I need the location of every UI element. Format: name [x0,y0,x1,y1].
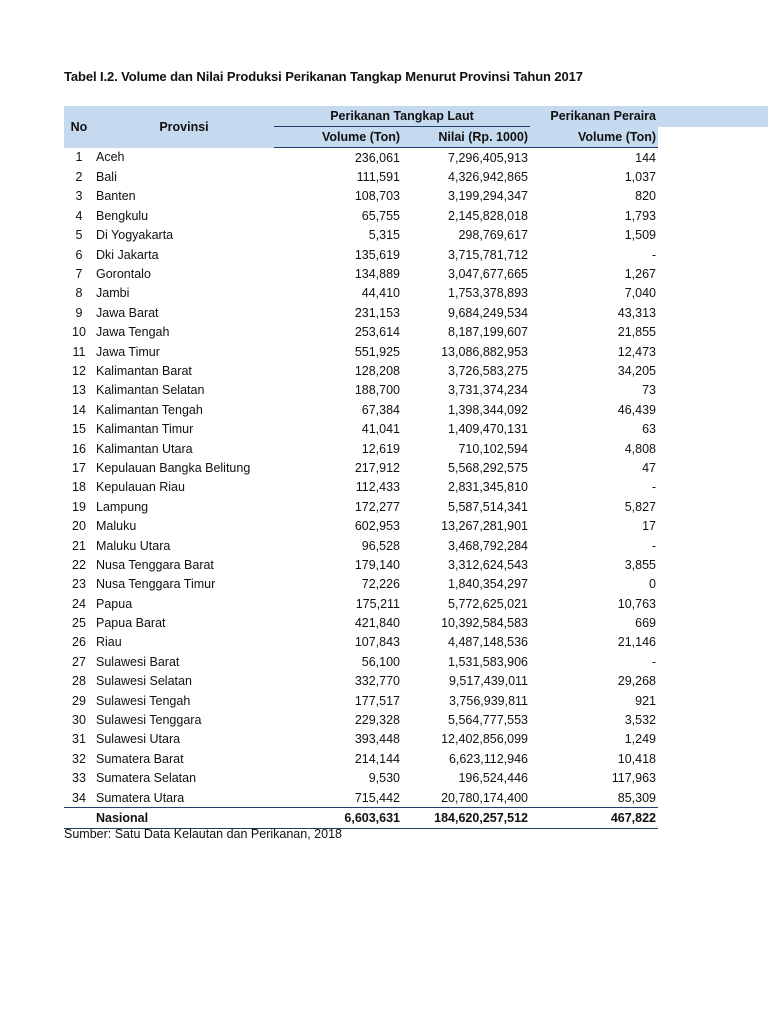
row-extension-cell [658,439,768,458]
row-volume-perairan: 43,313 [617,305,656,320]
row-no: 11 [72,344,86,359]
row-provinsi: Aceh [96,150,125,165]
row-extension-cell [658,206,768,225]
row-extension-cell [658,536,768,555]
row-volume: 253,614 [354,325,400,340]
row-provinsi: Kalimantan Tengah [96,402,203,417]
row-volume-perairan: 5,827 [624,499,656,514]
row-nilai: 1,840,354,297 [448,577,528,592]
row-no: 20 [72,519,86,534]
row-volume-perairan: 7,040 [624,286,656,301]
table-row [64,710,768,729]
row-provinsi: Di Yogyakarta [96,228,174,243]
row-no: 24 [72,596,86,611]
row-nilai: 4,326,942,865 [448,170,528,185]
total-extension-cell [658,808,768,829]
row-provinsi: Bali [96,170,117,185]
row-volume-perairan: 34,205 [617,363,656,378]
row-volume: 112,433 [355,480,400,495]
row-volume: 217,912 [354,460,400,475]
row-volume: 67,384 [361,402,400,417]
row-nilai: 3,715,781,712 [448,247,528,262]
table-row [64,652,768,671]
table-row [64,400,768,419]
row-provinsi: Kalimantan Timur [96,422,194,437]
table-row [64,148,768,168]
row-nilai: 298,769,617 [458,228,528,243]
row-extension-cell [658,769,768,788]
row-provinsi: Jawa Tengah [96,325,170,340]
row-volume-perairan: 63 [642,422,656,437]
row-volume: 231,153 [354,305,400,320]
row-volume: 229,328 [354,713,400,728]
row-extension-cell [658,226,768,245]
row-no: 27 [72,654,86,669]
row-extension-cell [658,594,768,613]
row-no: 5 [75,228,83,243]
row-volume: 421,840 [354,616,400,631]
row-no: 34 [72,790,86,805]
row-no: 17 [72,460,86,475]
row-volume-perairan: 669 [635,616,656,631]
header-group-laut: Perikanan Tangkap Laut [274,106,530,127]
row-extension-cell [658,555,768,574]
total-label: Nasional [94,808,274,829]
row-no: 33 [72,771,86,786]
row-no: 8 [75,286,83,301]
row-nilai: 12,402,856,099 [441,732,528,747]
row-volume-perairan: - [651,654,656,669]
table-row [64,788,768,808]
row-no: 13 [72,383,86,398]
row-volume-perairan: 17 [642,519,656,534]
row-nilai: 5,564,777,553 [448,713,528,728]
row-no: 29 [72,693,86,708]
row-volume: 179,140 [354,557,400,572]
table-row [64,672,768,691]
row-provinsi: Dki Jakarta [96,247,159,262]
row-nilai: 6,623,112,946 [448,751,528,766]
row-provinsi: Sumatera Utara [96,790,185,805]
row-volume-perairan: 10,763 [617,596,656,611]
row-no: 26 [72,635,86,650]
row-volume-perairan: 12,473 [617,344,656,359]
row-provinsi: Kalimantan Utara [96,441,193,456]
table-row [64,497,768,516]
row-no: 19 [72,499,86,514]
row-extension-cell [658,730,768,749]
row-no: 23 [72,577,86,592]
row-extension-cell [658,361,768,380]
row-volume-perairan: 820 [635,189,656,204]
row-nilai: 5,772,625,021 [448,596,528,611]
row-nilai: 4,487,148,536 [448,635,528,650]
table-row [64,342,768,361]
row-extension-cell [658,264,768,283]
row-volume: 96,528 [361,538,400,553]
row-no: 25 [72,616,86,631]
row-volume: 551,925 [354,344,400,359]
table-row [64,536,768,555]
row-extension-cell [658,788,768,808]
row-volume-perairan: 3,855 [624,557,656,572]
row-extension-cell [658,284,768,303]
row-nilai: 3,468,792,284 [448,538,528,553]
row-nilai: 7,296,405,913 [448,150,528,165]
row-provinsi: Riau [96,635,122,650]
row-volume: 214,144 [354,751,400,766]
row-no: 28 [72,674,86,689]
row-no: 2 [75,170,83,185]
total-no-cell [64,808,94,829]
row-nilai: 3,199,294,347 [448,189,528,204]
row-volume-perairan: 1,249 [624,732,656,747]
production-table [64,106,768,829]
row-no: 4 [75,208,83,223]
row-nilai: 3,726,583,275 [448,363,528,378]
row-volume: 172,277 [354,499,400,514]
row-volume-perairan: 73 [642,383,656,398]
row-provinsi: Lampung [96,499,149,514]
total-volume: 6,603,631 [274,808,402,829]
row-volume: 715,442 [354,790,400,805]
row-volume: 188,700 [354,383,400,398]
row-nilai: 5,568,292,575 [448,460,528,475]
row-volume: 177,517 [354,693,400,708]
row-nilai: 8,187,199,607 [448,325,528,340]
row-volume: 175,211 [355,596,400,611]
row-volume-perairan: - [651,480,656,495]
row-volume: 134,889 [354,267,400,282]
row-nilai: 3,756,939,811 [448,693,528,708]
table-row [64,691,768,710]
row-extension-cell [658,516,768,535]
row-volume: 56,100 [361,654,400,669]
row-provinsi: Kepulauan Bangka Belitung [96,460,251,475]
row-nilai: 196,524,446 [458,771,528,786]
row-extension-cell [658,691,768,710]
row-no: 14 [72,402,86,417]
row-no: 30 [72,713,86,728]
row-nilai: 710,102,594 [458,441,528,456]
row-no: 18 [72,480,86,495]
row-volume-perairan: 1,793 [624,208,656,223]
row-provinsi: Papua Barat [96,616,166,631]
table-row [64,458,768,477]
row-nilai: 9,517,439,011 [448,674,528,689]
row-extension-cell [658,167,768,186]
row-nilai: 1,398,344,092 [448,402,528,417]
row-nilai: 9,684,249,534 [448,305,528,320]
row-provinsi: Nusa Tenggara Barat [96,557,214,572]
row-extension-cell [658,303,768,322]
row-volume-perairan: 47 [642,460,656,475]
row-volume: 44,410 [361,286,400,301]
row-provinsi: Sulawesi Barat [96,654,180,669]
row-no: 12 [72,363,86,378]
row-volume: 236,061 [354,150,400,165]
row-volume-perairan: 0 [649,577,656,592]
table-row [64,245,768,264]
total-volume-perairan: 467,822 [530,808,658,829]
table-row [64,187,768,206]
total-nilai: 184,620,257,512 [402,808,530,829]
table-row [64,323,768,342]
table-row [64,555,768,574]
table-row [64,264,768,283]
row-volume-perairan: 1,267 [624,267,656,282]
row-no: 1 [75,150,83,165]
row-volume: 65,755 [361,208,400,223]
row-volume: 107,843 [354,635,400,650]
row-provinsi: Sumatera Barat [96,751,184,766]
row-extension-cell [658,613,768,632]
row-no: 15 [72,422,86,437]
header-no: No [64,106,94,148]
row-extension-cell [658,400,768,419]
row-no: 7 [75,267,83,282]
row-volume-perairan: 1,509 [624,228,656,243]
row-provinsi: Jambi [96,286,130,301]
row-provinsi: Banten [96,189,136,204]
row-provinsi: Sulawesi Selatan [96,674,192,689]
row-nilai: 13,267,281,901 [441,519,528,534]
table-row [64,226,768,245]
row-extension-cell [658,575,768,594]
row-volume-perairan: 10,418 [617,751,656,766]
row-no: 22 [72,557,86,572]
row-volume-perairan: 46,439 [617,402,656,417]
table-header [64,106,768,148]
row-volume: 128,208 [354,363,400,378]
row-provinsi: Sulawesi Tengah [96,693,191,708]
row-volume-perairan: 21,146 [617,635,656,650]
row-no: 16 [72,441,86,456]
row-volume-perairan: 1,037 [624,170,656,185]
table-row [64,633,768,652]
row-provinsi: Sulawesi Utara [96,732,181,747]
row-volume: 41,041 [361,422,400,437]
total-row [64,808,768,829]
row-volume-perairan: 85,309 [617,790,656,805]
row-extension-cell [658,419,768,438]
row-volume-perairan: 921 [635,693,656,708]
row-volume: 602,953 [354,519,400,534]
row-provinsi: Jawa Timur [96,344,160,359]
row-nilai: 20,780,174,400 [441,790,528,805]
table-row [64,419,768,438]
row-volume-perairan: 144 [635,150,656,165]
row-volume: 332,770 [354,674,400,689]
row-provinsi: Kalimantan Barat [96,363,192,378]
row-extension-cell [658,497,768,516]
row-provinsi: Jawa Barat [96,305,159,320]
table-row [64,361,768,380]
table-row [64,381,768,400]
table-row [64,516,768,535]
row-volume: 108,703 [354,189,400,204]
row-extension-cell [658,148,768,168]
row-extension-cell [658,458,768,477]
table-row [64,303,768,322]
header-extension [658,106,768,127]
header-volume: Volume (Ton) [274,127,402,148]
row-nilai: 3,047,677,665 [448,267,528,282]
row-extension-cell [658,633,768,652]
row-extension-cell [658,710,768,729]
row-no: 21 [72,538,86,553]
row-extension-cell [658,749,768,768]
table-row [64,284,768,303]
row-nilai: 13,086,882,953 [441,344,528,359]
row-nilai: 3,731,374,234 [448,383,528,398]
row-volume-perairan: - [651,247,656,262]
row-no: 32 [72,751,86,766]
row-nilai: 1,531,583,906 [448,654,528,669]
row-volume-perairan: 3,532 [624,713,656,728]
row-extension-cell [658,652,768,671]
row-provinsi: Gorontalo [96,267,151,282]
table-row [64,206,768,225]
row-provinsi: Papua [96,596,133,611]
table-row [64,594,768,613]
row-provinsi: Bengkulu [96,208,149,223]
row-volume: 393,448 [354,732,400,747]
table-row [64,439,768,458]
table-row [64,613,768,632]
row-extension-cell [658,342,768,361]
table-title: Tabel I.2. Volume dan Nilai Produksi Perikanan Tangkap Menurut Provinsi Tahun 2017 [64,69,583,84]
row-provinsi: Maluku Utara [96,538,171,553]
row-volume-perairan: 21,855 [617,325,656,340]
header-volume-perairan: Volume (Ton) [530,127,658,148]
row-no: 6 [75,247,83,262]
row-extension-cell [658,245,768,264]
table-row [64,730,768,749]
row-extension-cell [658,187,768,206]
header-group-perairan: Perikanan Peraira [530,106,658,127]
row-nilai: 3,312,624,543 [448,557,528,572]
row-nilai: 2,831,345,810 [448,480,528,495]
table-row [64,478,768,497]
row-nilai: 5,587,514,341 [448,499,528,514]
table-body [64,148,768,808]
table-row [64,167,768,186]
row-nilai: 1,409,470,131 [448,422,528,437]
row-volume: 72,226 [361,577,400,592]
row-no: 3 [75,189,83,204]
row-provinsi: Maluku [96,519,137,534]
row-extension-cell [658,478,768,497]
row-volume: 135,619 [354,247,400,262]
row-nilai: 2,145,828,018 [448,208,528,223]
row-nilai: 10,392,584,583 [441,616,528,631]
table-row [64,769,768,788]
row-volume: 9,530 [368,771,400,786]
row-volume-perairan: 117,963 [611,771,656,786]
row-extension-cell [658,323,768,342]
row-provinsi: Kalimantan Selatan [96,383,205,398]
row-volume-perairan: - [651,538,656,553]
header-nilai: Nilai (Rp. 1000) [402,127,530,148]
row-no: 10 [72,325,86,340]
row-nilai: 1,753,378,893 [448,286,528,301]
row-extension-cell [658,381,768,400]
row-provinsi: Sulawesi Tenggara [96,713,202,728]
table-row [64,749,768,768]
row-provinsi: Kepulauan Riau [96,480,185,495]
row-volume: 5,315 [368,228,400,243]
row-no: 9 [75,305,83,320]
row-volume-perairan: 4,808 [624,441,656,456]
row-no: 31 [72,732,86,747]
header-blank [658,127,768,148]
table-row [64,575,768,594]
row-volume-perairan: 29,268 [617,674,656,689]
row-extension-cell [658,672,768,691]
row-volume: 111,591 [356,170,400,185]
row-provinsi: Nusa Tenggara Timur [96,577,216,592]
source-note: Sumber: Satu Data Kelautan dan Perikanan, 2018 [64,827,342,841]
header-provinsi: Provinsi [94,106,274,148]
row-volume: 12,619 [361,441,400,456]
row-provinsi: Sumatera Selatan [96,771,197,786]
